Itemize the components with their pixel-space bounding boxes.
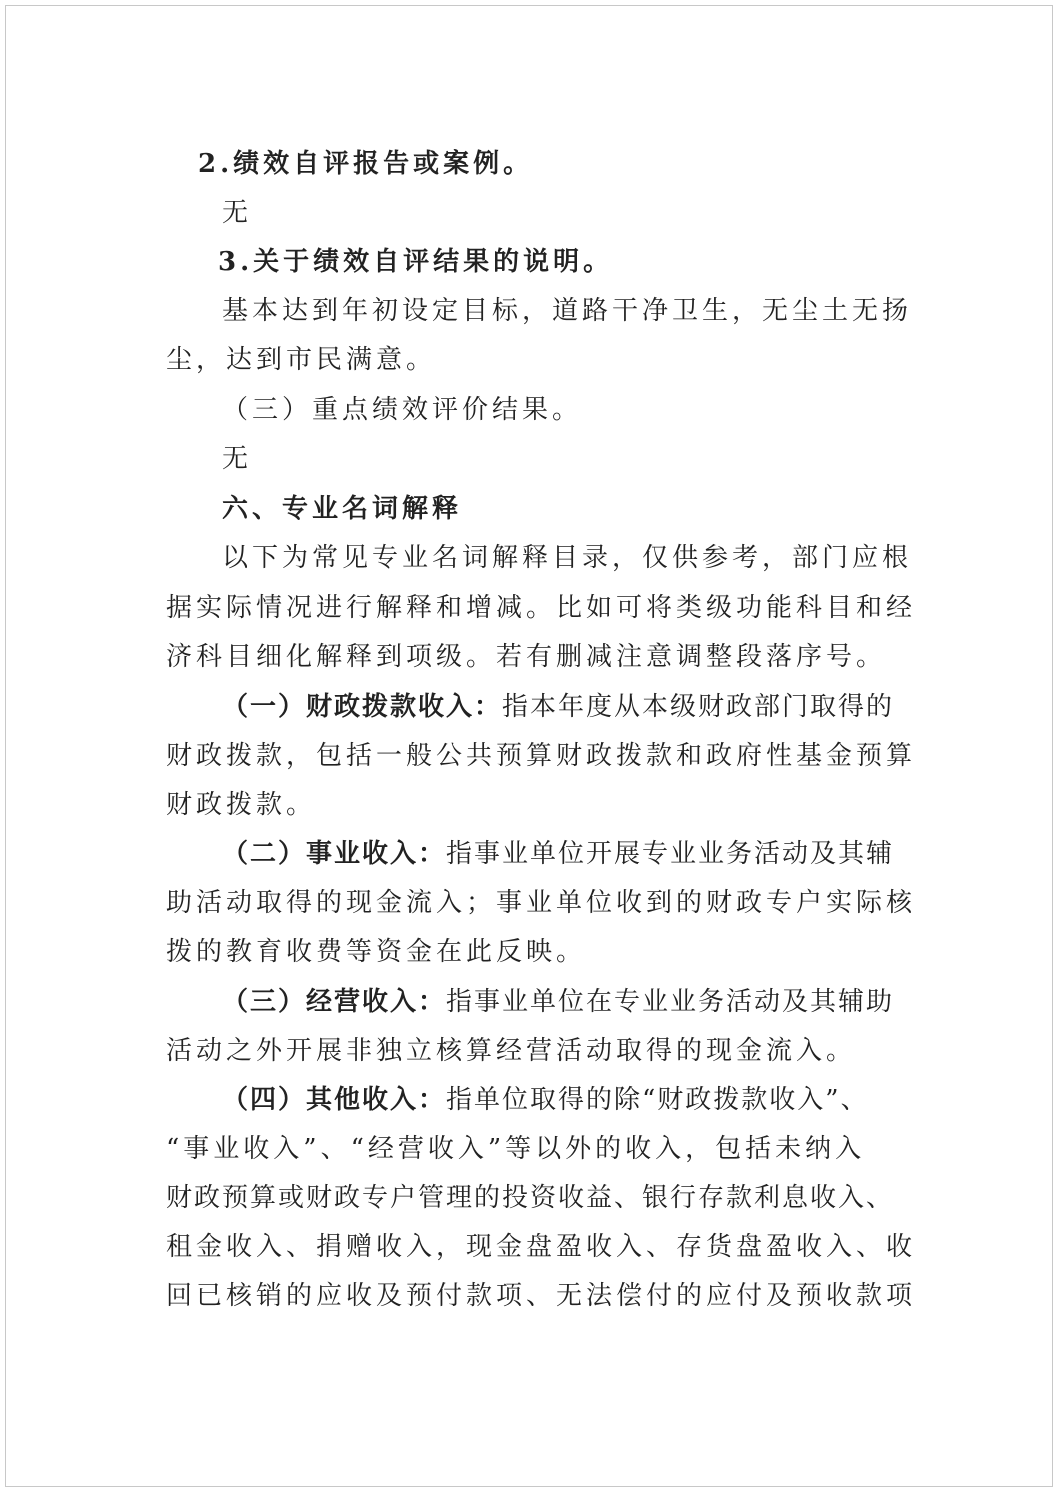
paragraph-line: 财政预算或财政专户管理的投资收益、银行存款利息收入、 (166, 1183, 895, 1213)
paragraph-line: 财政拨款，包括一般公共预算财政拨款和政府性基金预算 (166, 741, 917, 771)
paragraph-line: 基本达到年初设定目标，道路干净卫生，无尘土无扬 (222, 296, 913, 326)
term-line (222, 1083, 869, 1117)
paragraph-line: 活动之外开展非独立核算经营活动取得的现金流入。 (166, 1036, 857, 1066)
term-definition: 指事业单位开展专业业务活动及其辅 (446, 839, 895, 869)
paragraph-none-2: 无 (222, 444, 253, 474)
term-definition: 指本年度从本级财政部门取得的 (502, 692, 895, 722)
paragraph-none-1: 无 (222, 198, 253, 228)
heading-self-evaluation-report: 2.绩效自评报告或案例。 (198, 149, 534, 179)
paragraph-line: 以下为常见专业名词解释目录，仅供参考，部门应根 (222, 543, 913, 573)
term-definition: 指单位取得的除“财政拨款收入”、 (446, 1085, 869, 1115)
heading-terms-explanation: 六、专业名词解释 (222, 494, 463, 524)
paragraph-line: 济科目细化解释到项级。若有删减注意调整段落序号。 (166, 642, 887, 672)
term-fiscal-appropriation: （一）财政拨款收入： (222, 692, 503, 722)
paragraph-line: 据实际情况进行解释和增减。比如可将类级功能科目和经 (166, 593, 917, 623)
term-line (222, 690, 894, 724)
term-other-income: （四）其他收入： (222, 1085, 447, 1115)
term-line (222, 985, 894, 1019)
paragraph-line: 拨的教育收费等资金在此反映。 (166, 937, 587, 967)
paragraph-line: 尘，达到市民满意。 (166, 345, 437, 375)
heading-self-evaluation-explanation: 3.关于绩效自评结果的说明。 (218, 247, 614, 277)
term-business-income: （二）事业收入： (222, 839, 447, 869)
paragraph-line: 回已核销的应收及预付款项、无法偿付的应付及预收款项 (166, 1281, 917, 1311)
term-definition: 指事业单位在专业业务活动及其辅助 (446, 987, 895, 1017)
paragraph-line: “事业收入”、“经营收入”等以外的收入，包括未纳入 (166, 1134, 866, 1164)
paragraph-line: 财政拨款。 (166, 790, 317, 820)
paragraph-line: 租金收入、捐赠收入，现金盘盈收入、存货盘盈收入、收 (166, 1232, 917, 1262)
paragraph-line: 助活动取得的现金流入；事业单位收到的财政专户实际核 (166, 888, 917, 918)
term-operating-income: （三）经营收入： (222, 987, 447, 1017)
term-line (222, 837, 894, 871)
heading-key-performance-results: （三）重点绩效评价结果。 (222, 395, 583, 425)
